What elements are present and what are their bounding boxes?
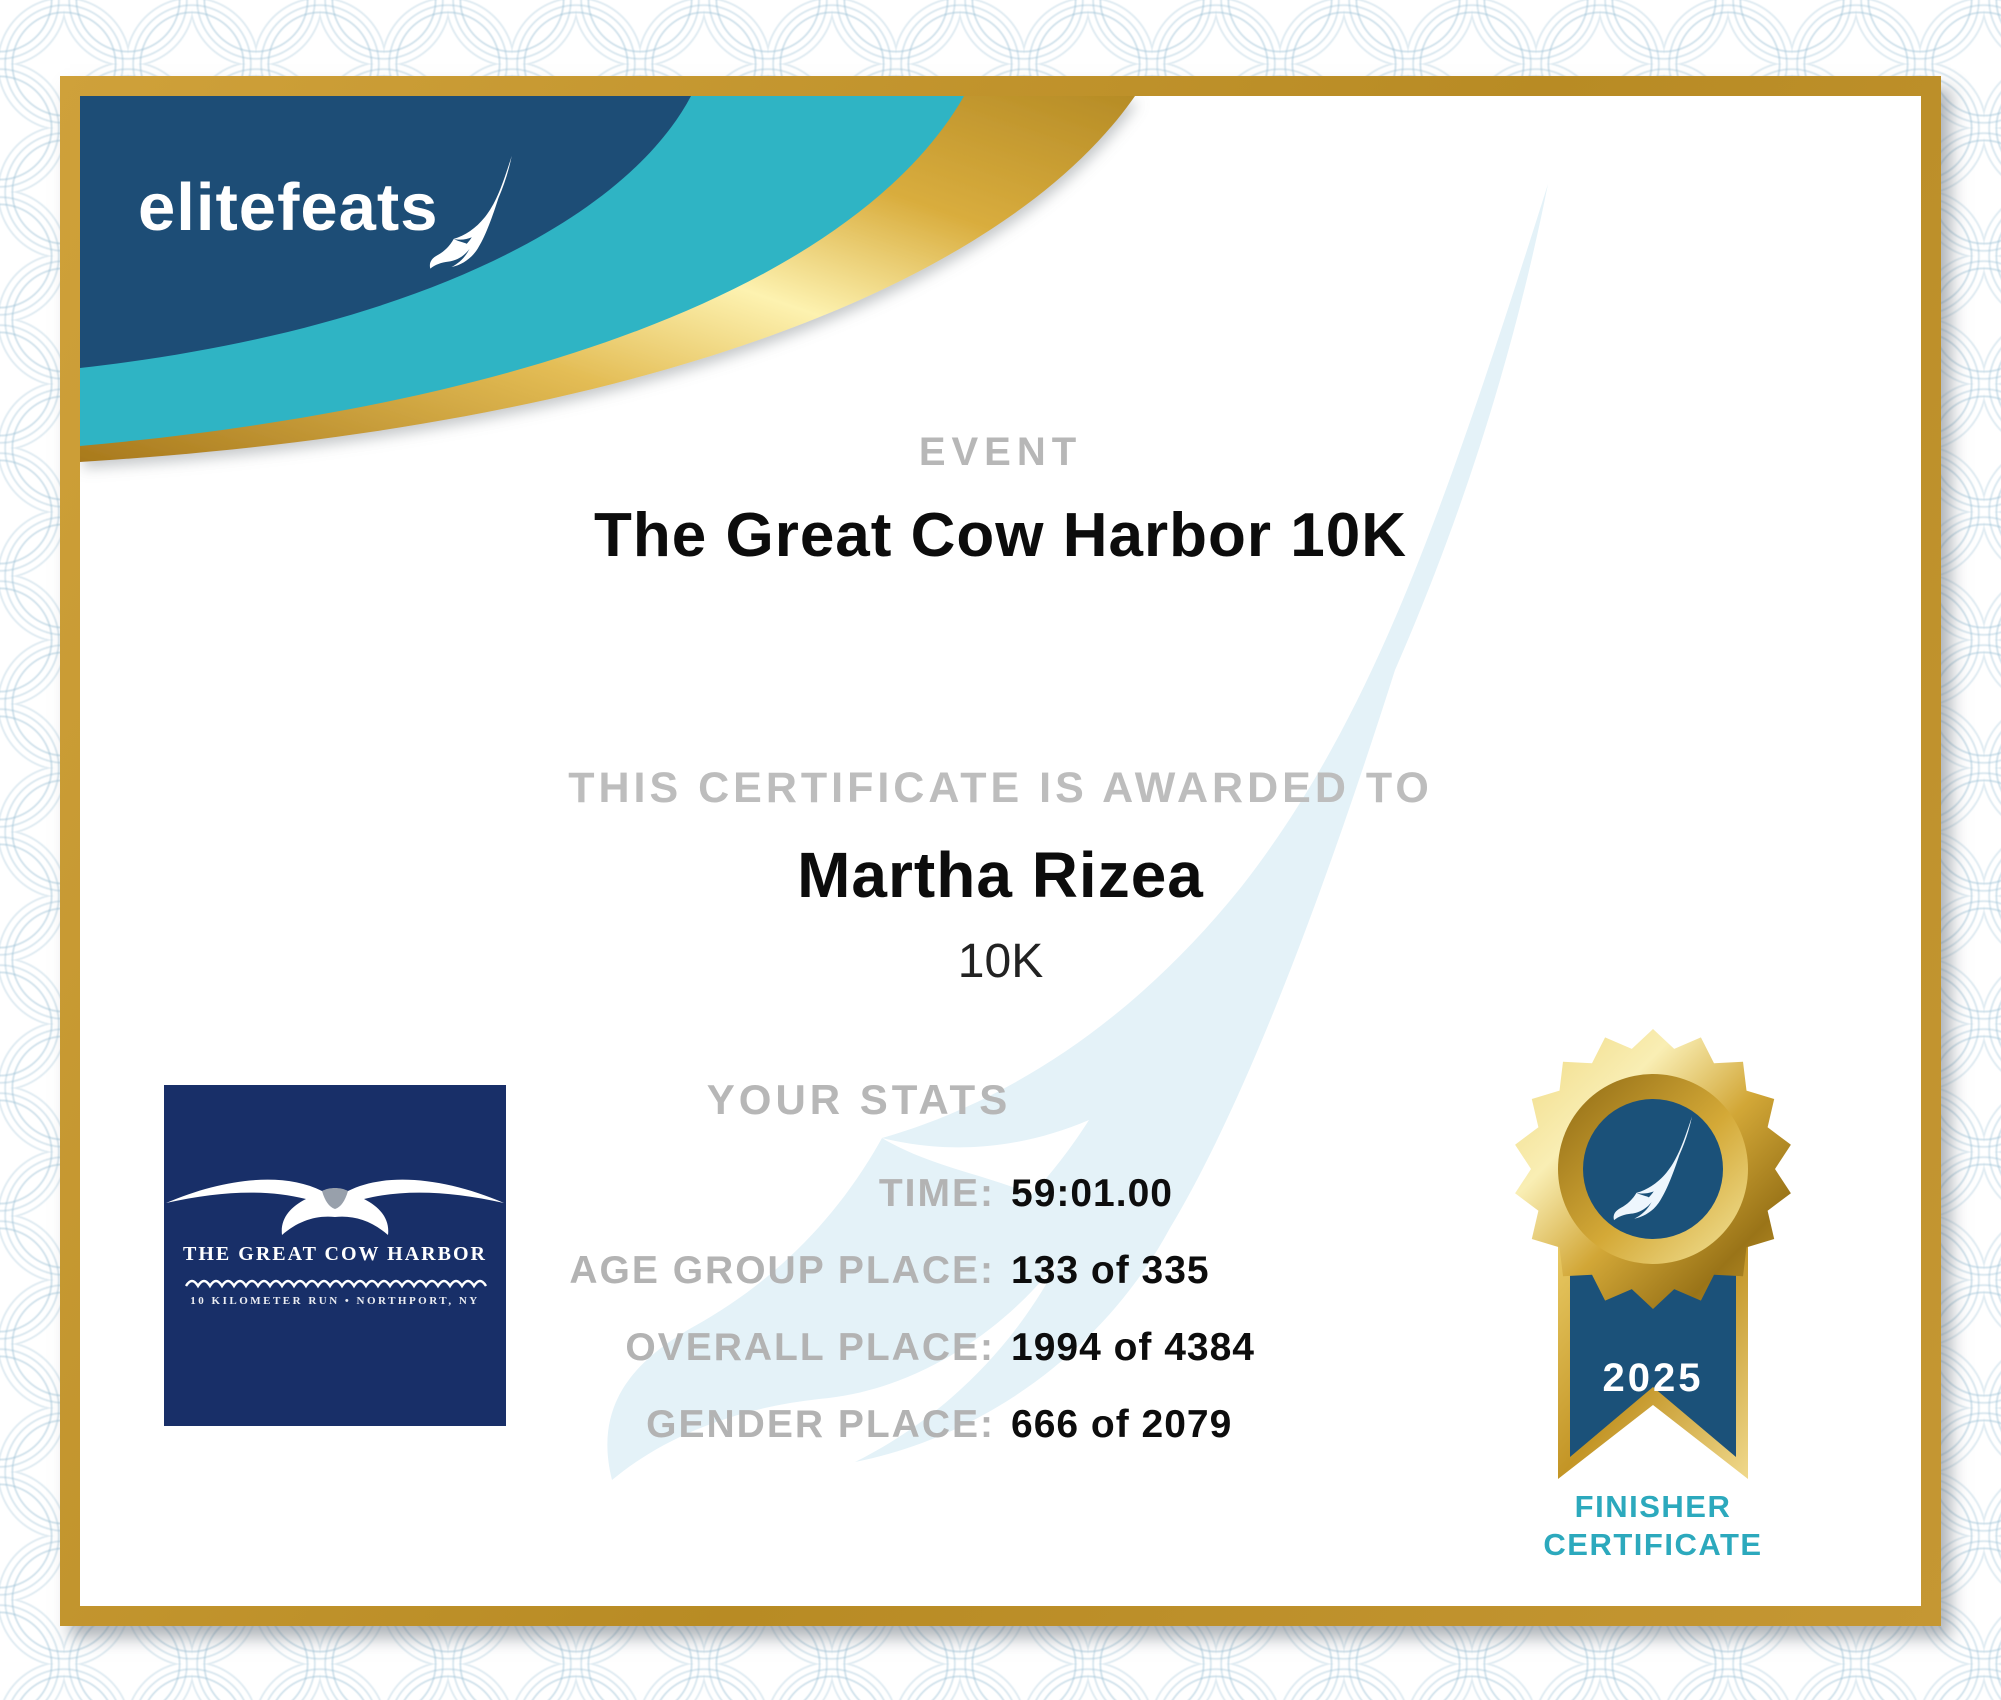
stats-heading: YOUR STATS bbox=[706, 1076, 1012, 1123]
brand-logo bbox=[138, 146, 518, 274]
winged-foot-icon bbox=[424, 152, 518, 274]
event-logo-subtitle: 10 KILOMETER RUN • NORTHPORT, NY bbox=[190, 1295, 480, 1307]
certificate-body bbox=[80, 96, 1921, 1606]
race-distance: 10K bbox=[957, 935, 1044, 988]
stat-label: GENDER PLACE: bbox=[646, 1403, 995, 1446]
brand-logo-text: elitefeats bbox=[138, 170, 439, 245]
finisher-medal bbox=[1503, 1027, 1803, 1487]
event-label: EVENT bbox=[918, 430, 1083, 474]
stat-value: 1994 of 4384 bbox=[1011, 1326, 1256, 1369]
event-logo-title: THE GREAT COW HARBOR bbox=[183, 1243, 487, 1265]
stat-label: AGE GROUP PLACE: bbox=[569, 1249, 995, 1292]
stat-value: 666 of 2079 bbox=[1011, 1403, 1233, 1446]
stat-label: TIME: bbox=[878, 1172, 995, 1215]
stat-label: OVERALL PLACE: bbox=[625, 1326, 995, 1369]
medal-center bbox=[1583, 1099, 1723, 1239]
recipient-name: Martha Rizea bbox=[797, 839, 1204, 911]
stat-value: 59:01.00 bbox=[1011, 1172, 1173, 1215]
event-logo bbox=[164, 1085, 506, 1426]
wave-divider bbox=[180, 1275, 490, 1289]
stat-value: 133 of 335 bbox=[1011, 1249, 1210, 1292]
medal-caption bbox=[1503, 1488, 1803, 1564]
medal-caption-line2: CERTIFICATE bbox=[1543, 1527, 1763, 1562]
awarded-to-label: THIS CERTIFICATE IS AWARDED TO bbox=[568, 764, 1433, 812]
medal-caption-line1: FINISHER bbox=[1574, 1489, 1732, 1524]
certificate-frame bbox=[60, 76, 1941, 1626]
event-title: The Great Cow Harbor 10K bbox=[594, 501, 1407, 570]
medal-year: 2025 bbox=[1602, 1356, 1704, 1400]
